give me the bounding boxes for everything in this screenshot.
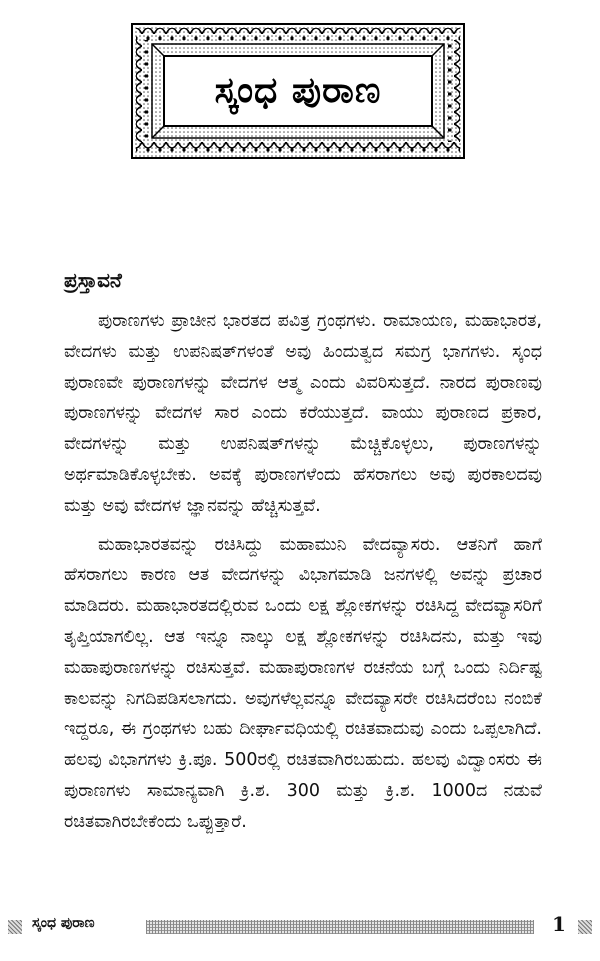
footer-ornament-right xyxy=(578,920,592,934)
footer-ornament-left xyxy=(8,920,22,934)
footer-pattern-bar xyxy=(146,920,534,934)
title-frame xyxy=(130,22,466,160)
book-title: ಸ್ಕಂಧ ಪುರಾಣ xyxy=(214,70,382,111)
footer-book-title: ಸ್ಕಂಧ ಪುರಾಣ xyxy=(32,915,95,931)
paragraph-2: ಮಹಾಭಾರತವನ್ನು ರಚಿಸಿದ್ದು ಮಹಾಮುನಿ ವೇದವ್ಯಾಸರು. ಆತನಿಗೆ ಹಾಗೆ ಹೆಸರಾಗಲು ಕಾರಣ ಆತ ವೇದಗಳನ್ನು ವಿಭಾಗಮಾಡಿ ಜನಗಳಲ್ಲಿ ಅವನ್ನು ಪ್ರಚಾರ ಮಾಡಿದರು. ಮಹಾಭಾರತದಲ್ಲಿರುವ ಒಂದು ಲಕ್ಷ ಶ್ಲೋಕಗಳನ್ನು ರಚಿಸಿದ್ದ ವೇದವ್ಯಾಸರಿಗೆ ತೃಪ್ತಿಯಾಗಲಿಲ್ಲ. ಆತ ಇನ್ನೂ ನಾಲ್ಕು ಲಕ್ಷ ಶ್ಲೋಕಗಳನ್ನು ರಚಿಸಿದನು, ಮತ್ತು ಇವು ಮಹಾಪುರಾಣಗಳನ್ನು ರಚಿಸುತ್ತವೆ. ಮಹಾಪುರಾಣಗಳ ರಚನೆಯ ಬಗ್ಗೆ ಒಂದು ನಿರ್ದಿಷ್ಟ ಕಾಲವನ್ನು ನಿಗದಿಪಡಿಸಲಾಗದು. ಅವುಗಳೆಲ್ಲವನ್ನೂ ವೇದವ್ಯಾಸರೇ ರಚಿಸಿದರೆಂಬ ನಂಬಿಕೆ ಇದ್ದರೂ, ಈ ಗ್ರಂಥಗಳು ಬಹು ದೀರ್ಘಾವಧಿಯಲ್ಲಿ ರಚಿತವಾದುವು ಎಂದು ಒಪ್ಪಲಾಗಿದೆ. ಹಲವು ವಿಭಾಗಗಳು ಕ್ರಿ.ಪೂ. 500ರಲ್ಲಿ ರಚಿತವಾಗಿರಬಹುದು. ಹಲವು ವಿದ್ವಾಂಸರು ಈ ಪುರಾಣಗಳು ಸಾಮಾನ್ಯವಾಗಿ ಕ್ರಿ.ಶ. 300 ಮತ್ತು ಕ್ರಿ.ಶ. 1000ದ ನಡುವೆ ರಚಿತವಾಗಿರಬೇಕೆಂದು ಒಪ್ಪುತ್ತಾರೆ. xyxy=(64,534,542,832)
section-heading: ಪ್ರಸ್ತಾವನೆ xyxy=(64,268,122,292)
page-number: 1 xyxy=(552,912,566,936)
paragraph-1: ಪುರಾಣಗಳು ಪ್ರಾಚೀನ ಭಾರತದ ಪವಿತ್ರ ಗ್ರಂಥಗಳು. ರಾಮಾಯಣ, ಮಹಾಭಾರತ, ವೇದಗಳು ಮತ್ತು ಉಪನಿಷತ್‌ಗಳಂತೆ ಅವು ಹಿಂದುತ್ವದ ಸಮಗ್ರ ಭಾಗಗಳು. ಸ್ಕಂಧ ಪುರಾಣವೇ ಪುರಾಣಗಳನ್ನು ವೇದಗಳ ಆತ್ಮ ಎಂದು ವಿವರಿಸುತ್ತದೆ. ನಾರದ ಪುರಾಣವು ಪುರಾಣಗಳನ್ನು ವೇದಗಳ ಸಾರ ಎಂದು ಕರೆಯುತ್ತದೆ. ವಾಯು ಪುರಾಣದ ಪ್ರಕಾರ, ವೇದಗಳನ್ನು ಮತ್ತು ಉಪನಿಷತ್‌ಗಳನ್ನು ಮೆಚ್ಚಿಕೊಳ್ಳಲು, ಪುರಾಣಗಳನ್ನು ಅರ್ಥಮಾಡಿಕೊಳ್ಳಬೇಕು. ಅವಕ್ಕೆ ಪುರಾಣಗಳೆಂದು ಹೆಸರಾಗಲು ಅವು ಪುರಕಾಲದವು ಮತ್ತು ಅವು ವೇದಗಳ ಜ್ಞಾನವನ್ನು ಹೆಚ್ಚಿಸುತ್ತವೆ. xyxy=(64,311,542,516)
body-text xyxy=(64,306,542,846)
page-footer xyxy=(8,912,592,942)
